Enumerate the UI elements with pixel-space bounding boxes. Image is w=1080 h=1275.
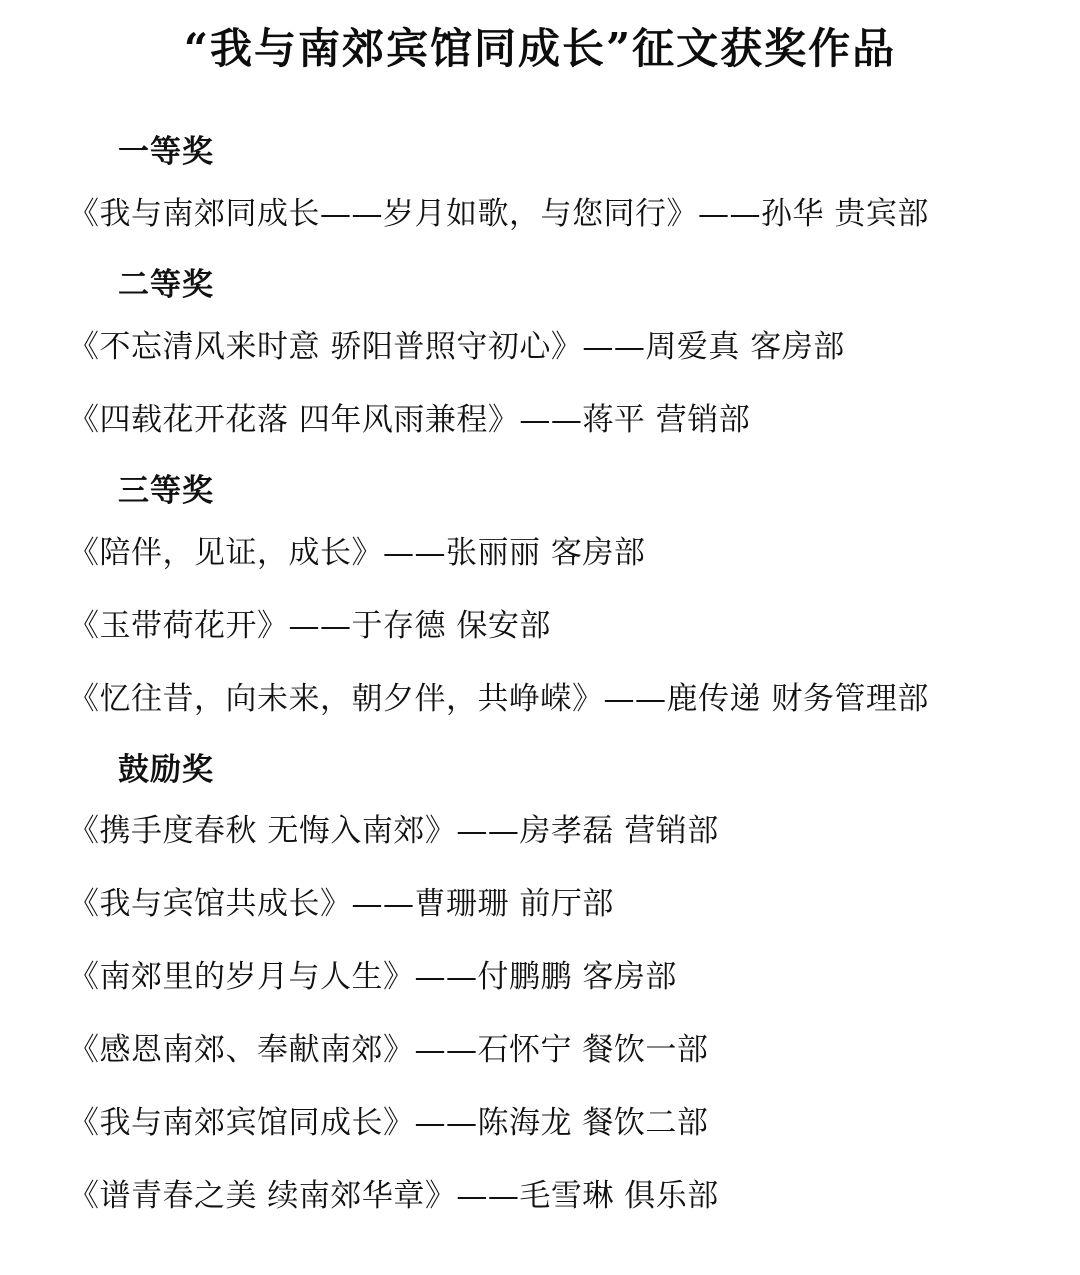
award-heading: 一等奖 [118,134,214,171]
award-group-second-prize [40,265,1040,443]
award-entry: 《不忘清风来时意 骄阳普照守初心》——周爱真 客房部 [68,329,845,366]
award-heading: 二等奖 [118,267,214,304]
award-entry: 《忆往昔，向未来，朝夕伴，共峥嵘》——鹿传递 财务管理部 [68,680,929,717]
award-entry: 《我与南郊同成长——岁月如歌，与您同行》——孙华 贵宾部 [68,196,929,233]
award-entry: 《携手度春秋 无悔入南郊》——房孝磊 营销部 [68,813,719,850]
award-entry: 《感恩南郊、奉献南郊》——石怀宁 餐饮一部 [68,1032,709,1069]
award-heading: 鼓励奖 [118,751,214,788]
award-group-third-prize [40,471,1040,722]
award-heading: 三等奖 [118,472,214,509]
award-entry: 《陪伴，见证，成长》——张丽丽 客房部 [68,534,646,571]
page-title: “我与南郊宾馆同成长”征文获奖作品 [183,24,897,73]
document-page [0,14,1080,1275]
award-group-first-prize [40,132,1040,237]
award-entry: 《我与南郊宾馆同成长》——陈海龙 餐饮二部 [68,1105,709,1142]
award-entry: 《四载花开花落 四年风雨兼程》——蒋平 营销部 [68,401,751,438]
award-entry: 《南郊里的岁月与人生》——付鹏鹏 客房部 [68,959,677,996]
award-list [0,132,1080,1249]
award-entry: 《玉带荷花开》——于存德 保安部 [68,607,551,644]
award-group-encouragement-prize [40,750,1040,1219]
award-entry: 《谱青春之美 续南郊华章》——毛雪琳 俱乐部 [68,1178,719,1215]
award-entry: 《我与宾馆共成长》——曹珊珊 前厅部 [68,886,614,923]
